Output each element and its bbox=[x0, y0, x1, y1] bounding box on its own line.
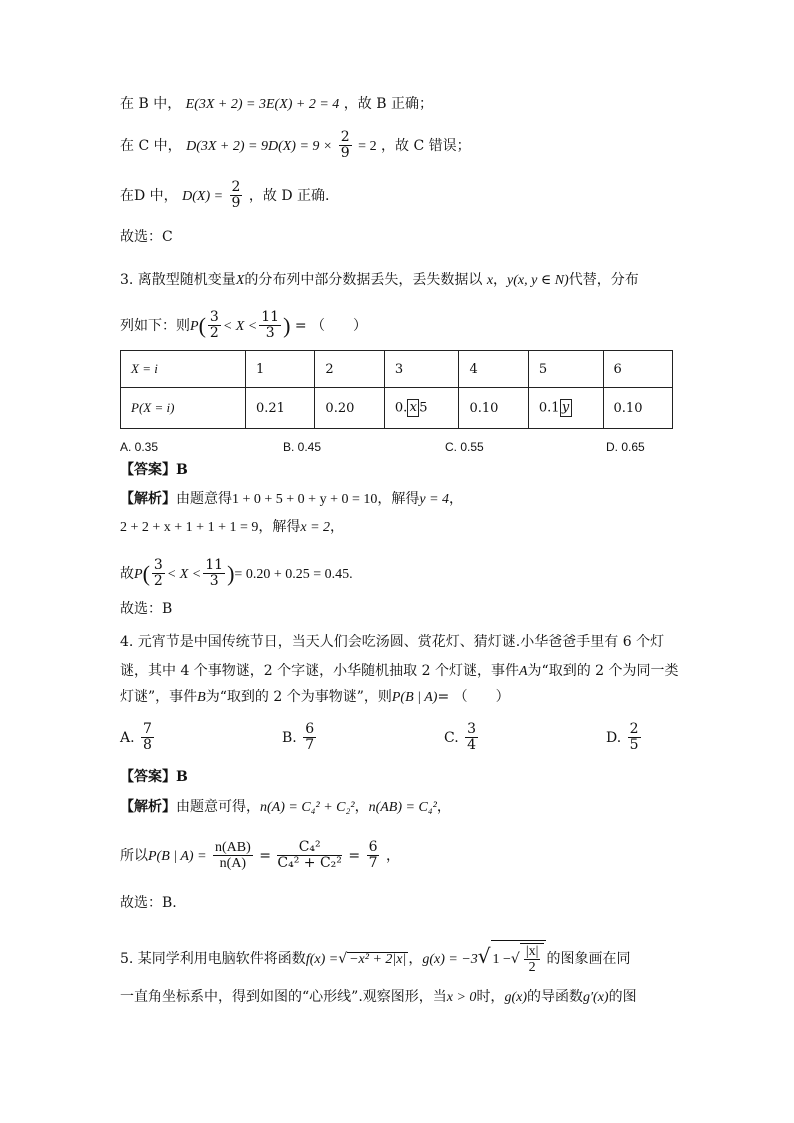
q4-option-d[interactable]: D. $\frac{2}{5}$ bbox=[606, 721, 639, 754]
q3-analysis-line-3: 故P( $\frac{3}{2}$ < X < $\frac{11}{3}$ )= 0.20 + 0.25 = 0.45. bbox=[120, 557, 353, 590]
solution-c-line bbox=[120, 130, 471, 162]
solution-c-math: D(3X + 2) = 9D(X) = 9 × bbox=[186, 138, 333, 154]
q3-text-e: = （ ） bbox=[294, 317, 368, 334]
solution-c-fraction bbox=[339, 130, 352, 162]
table-header-cell: 6 bbox=[603, 351, 672, 388]
q4-option-c[interactable]: C. $\frac{3}{4}$ bbox=[444, 721, 477, 754]
q3-option-a[interactable]: A. 0.35 bbox=[120, 440, 159, 454]
analysis-label: 【解析】 bbox=[120, 491, 176, 507]
q3-text-b: 的分布列中部分数据丢失，丢失数据以 bbox=[244, 272, 483, 288]
fraction-numerator: 2 bbox=[231, 179, 241, 195]
q3-option-d[interactable]: D. 0.65 bbox=[606, 440, 645, 454]
missing-x-box: x bbox=[407, 399, 419, 417]
fraction-denominator: 3 bbox=[265, 325, 275, 342]
q3-var-x: X bbox=[235, 273, 245, 288]
table-row-label: P(X = i) bbox=[121, 388, 246, 429]
table-header-cell: 2 bbox=[315, 351, 384, 388]
q3-line-1 bbox=[120, 273, 639, 288]
table-row bbox=[121, 388, 673, 429]
table-cell: 0.10 bbox=[459, 388, 528, 429]
q3-result-y: y = 4 bbox=[419, 492, 450, 507]
fraction-denominator: 2 bbox=[209, 325, 219, 342]
solution-d-suffix: ，故 D 正确. bbox=[248, 187, 330, 204]
solution-d-prefix: 在D 中， bbox=[120, 187, 178, 204]
q3-line-2: 列如下：则P( $\frac{3}{2}$ < X < $\frac{11}{3}$ ) = （ ） bbox=[120, 309, 368, 342]
q4-line-3: 灯谜”，事件B为“取到的 2 个为事物谜”，则P(B | A)= （ ） bbox=[120, 689, 510, 705]
table-cell: 0.21 bbox=[246, 388, 315, 429]
q5-line-2: 一直角坐标系中，得到如图的“心形线”.观察图形，当x > 0时，g(x)的导函数g′(x)的图 bbox=[120, 989, 637, 1005]
q3-inequality: < X < bbox=[222, 318, 258, 334]
table-cell: 0. x 5 bbox=[384, 388, 459, 429]
solution-c-prefix: 在 C 中， bbox=[120, 137, 182, 154]
q4-pba: P(B | A) bbox=[391, 690, 438, 705]
q3-p: P bbox=[190, 318, 199, 334]
solution-c-result: = 2 bbox=[358, 138, 377, 154]
q4-answer: 【答案】B bbox=[120, 769, 188, 785]
q3-sep: ， bbox=[493, 272, 508, 288]
fraction-numerator: 11 bbox=[261, 309, 280, 325]
choice-line-3: 故选：B bbox=[120, 601, 173, 617]
table-header-row bbox=[121, 351, 673, 388]
choice-line-4: 故选：B. bbox=[120, 895, 177, 911]
solution-b-suffix: ，故 B 正确； bbox=[343, 96, 433, 112]
q3-text-d: 列如下：则 bbox=[120, 317, 190, 334]
q3-eq-1: 1 + 0 + 5 + 0 + y + 0 = 10 bbox=[232, 492, 378, 507]
q3-option-b[interactable]: B. 0.45 bbox=[283, 440, 322, 454]
q3-text-a: 3. 离散型随机变量 bbox=[120, 272, 236, 288]
solution-b-math: E(3X + 2) = 3E(X) + 2 = 4 bbox=[185, 97, 340, 112]
q3-fraction-2 bbox=[259, 310, 281, 342]
q3-option-c[interactable]: C. 0.55 bbox=[445, 440, 484, 454]
q3-eq-3: = 0.20 + 0.25 = 0.45. bbox=[234, 566, 353, 582]
q4-option-a[interactable]: A. $\frac{7}{8}$ bbox=[120, 721, 152, 754]
table-header-cell: 3 bbox=[384, 351, 459, 388]
choice-line-1: 故选：C bbox=[120, 229, 173, 245]
solution-b-prefix: 在 B 中， bbox=[120, 96, 182, 112]
missing-y-box: y bbox=[560, 399, 572, 417]
solution-c-suffix: ，故 C 错误； bbox=[381, 137, 471, 154]
q3-text-c: 代替，分布 bbox=[568, 272, 639, 288]
table-cell: 0.10 bbox=[603, 388, 672, 429]
q4-line-2: 谜，其中 4 个事物谜，2 个字谜，小华随机抽取 2 个灯谜，事件A为“取到的 2 个为同一类 bbox=[120, 663, 679, 679]
distribution-table bbox=[120, 350, 673, 429]
table-header-cell: 5 bbox=[528, 351, 603, 388]
fraction-denominator: 9 bbox=[340, 145, 350, 162]
table-cell: 0.20 bbox=[315, 388, 384, 429]
table-header-cell: 4 bbox=[459, 351, 528, 388]
q3-answer: 【答案】B bbox=[120, 462, 188, 478]
table-header-label: X = i bbox=[121, 351, 246, 388]
q5-line-1: 5. 某同学利用电脑软件将函数f(x) =√ −x² + 2|x| ，g(x) = −3√ 1 −√ $\frac{|x|}{2}$ 的图象画在同 bbox=[120, 940, 630, 976]
q3-fraction-1 bbox=[208, 310, 221, 342]
fraction-numerator: 2 bbox=[340, 129, 350, 145]
solution-d-fraction bbox=[230, 180, 243, 212]
q3-x: x bbox=[486, 273, 494, 288]
fraction-numerator: 3 bbox=[209, 309, 219, 325]
table-header-cell: 1 bbox=[246, 351, 315, 388]
solution-d-line bbox=[120, 180, 329, 212]
fraction-denominator: 9 bbox=[231, 195, 241, 212]
q3-y-expr: y(x, y ∈ N) bbox=[507, 273, 569, 288]
q3-analysis-line-1: 【解析】由题意得1 + 0 + 5 + 0 + y + 0 = 10，解得y = 4， bbox=[120, 491, 464, 507]
solution-d-math: D(X) = bbox=[182, 188, 224, 204]
q3-eq-2: 2 + 2 + x + 1 + 1 + 1 = 9 bbox=[120, 520, 259, 535]
q4-analysis-line-1: 【解析】由题意可得，n(A) = C₄² + C₂²，n(AB) = C₄²， bbox=[120, 799, 451, 815]
q4-analysis-line-2: 所以P(B | A) = $\frac{n(AB)}{n(A)}$ = $\frac{\text{C₄²}}{\text{C₄² + C₂²}}$ = $\frac{6}{7}$ ， bbox=[120, 839, 400, 872]
table-cell: 0.1 y bbox=[528, 388, 603, 429]
q3-result-x: x = 2 bbox=[300, 520, 331, 535]
q4-line-1: 4. 元宵节是中国传统节日，当天人们会吃汤圆、赏花灯、猜灯谜.小华爸爸手里有 6 个灯 bbox=[120, 634, 665, 650]
solution-b-line bbox=[120, 97, 433, 112]
q4-option-b[interactable]: B. $\frac{6}{7}$ bbox=[282, 721, 315, 754]
q3-analysis-line-2: 2 + 2 + x + 1 + 1 + 1 = 9，解得x = 2， bbox=[120, 519, 345, 535]
